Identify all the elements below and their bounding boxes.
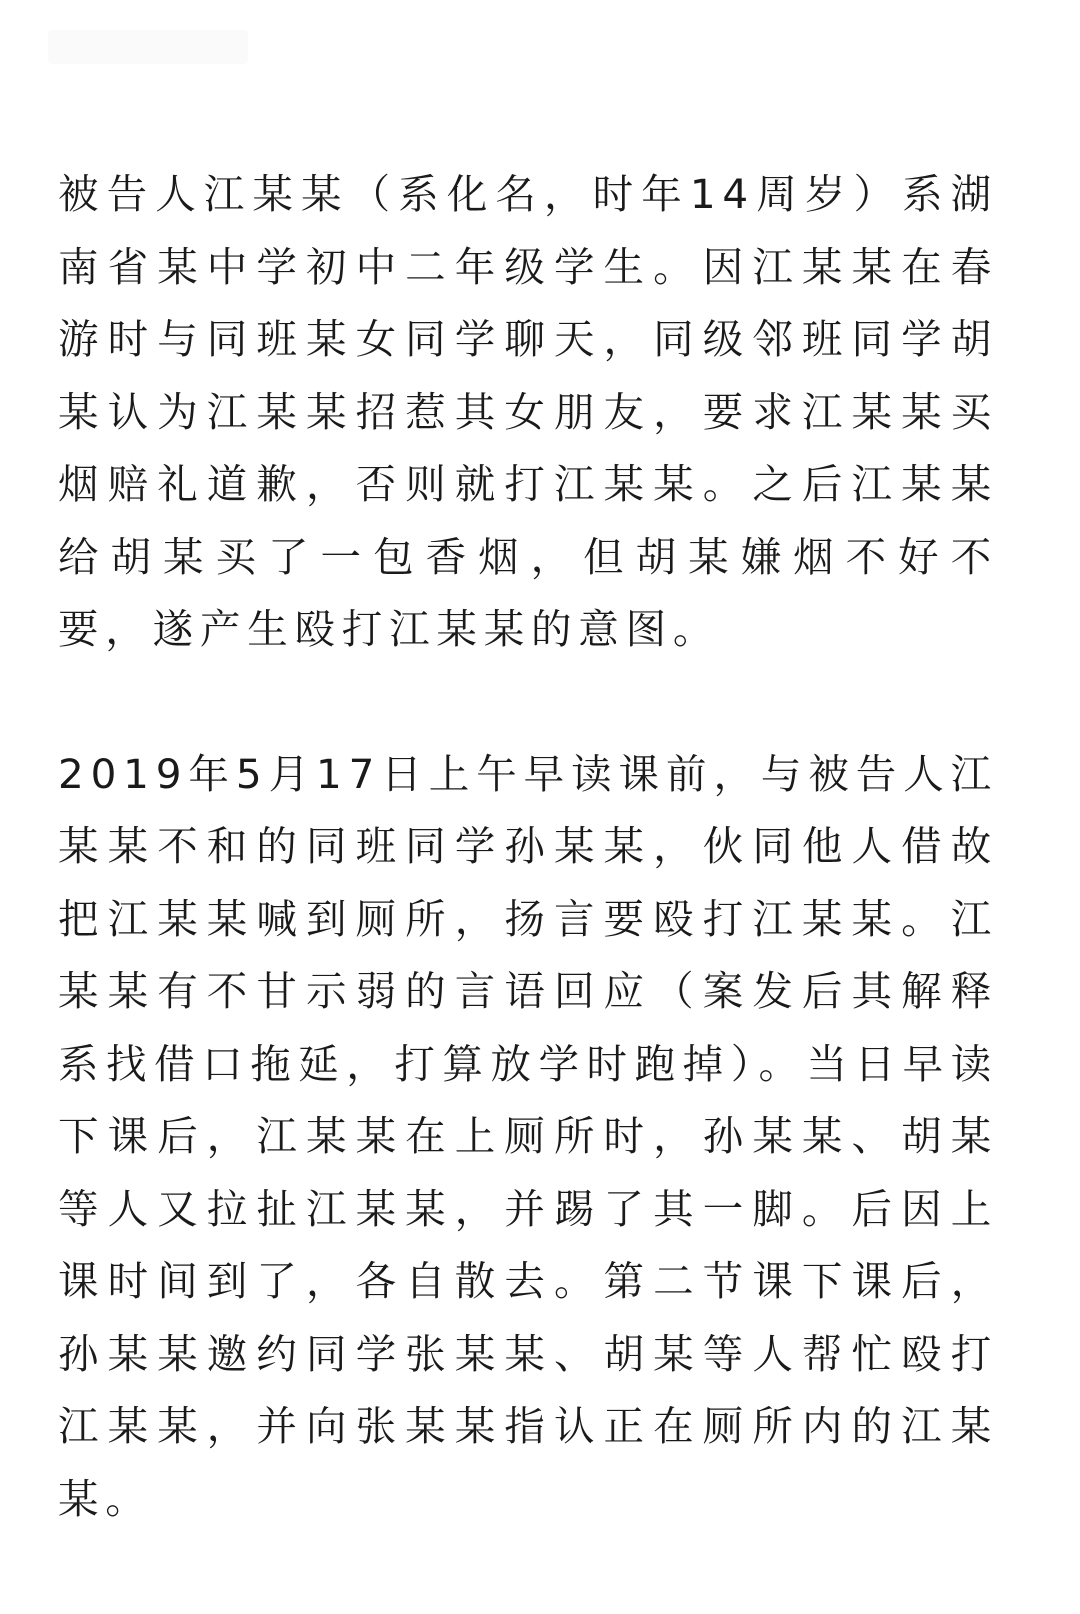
faded-header-area	[48, 30, 248, 64]
paragraph-1: 被告人江某某（系化名，时年14周岁）系湖南省某中学初中二年级学生。因江某某在春游时与同班某女同学聊天，同级邻班同学胡某认为江某某招惹其女朋友，要求江某某买烟赔礼道歉，否则就打江某某。之后江某某给胡某买了一包香烟，但胡某嫌烟不好不要，遂产生殴打江某某的意图。	[58, 170, 998, 653]
paragraph-2: 2019年5月17日上午早读课前，与被告人江某某不和的同班同学孙某某，伙同他人借故把江某某喊到厕所，扬言要殴打江某某。江某某有不甘示弱的言语回应（案发后其解释系找借口拖延，打算放学时跑掉）。当日早读下课后，江某某在上厕所时，孙某某、胡某等人又拉扯江某某，并踢了其一脚。后因上课时间到了，各自散去。第二节课下课后，孙某某邀约同学张某某、胡某等人帮忙殴打江某某，并向张某某指认正在厕所内的江某某。	[58, 749, 998, 1523]
article-body	[58, 158, 998, 1535]
